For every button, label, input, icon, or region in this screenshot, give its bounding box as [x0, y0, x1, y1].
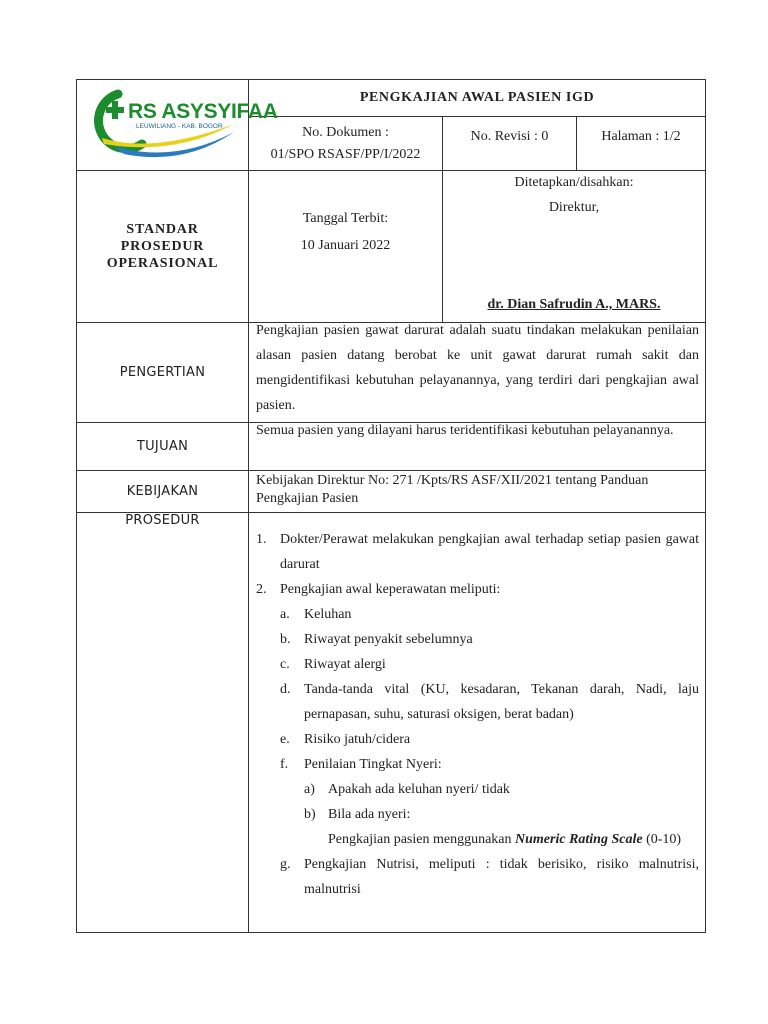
document-number-value: 01/SPO RSASF/PP/I/2022 — [270, 146, 421, 162]
logo-location: LEUWILIANG - KAB. BOGOR — [136, 123, 223, 130]
pengertian-text: Pengkajian pasien gawat darurat adalah suatu tindakan melakukan penilaian alasan pasien datang berobat ke unit gawat darurat rumah sakit dan mengidentifikasi kebutuhan pelayanannya, yang terdiri dari pengkajian awal pasien. — [256, 323, 699, 413]
approval-cell — [443, 170, 705, 220]
director-name-cell — [443, 294, 705, 316]
item-marker: e. — [280, 732, 290, 747]
step-text: Pengkajian awal keperawatan meliputi: — [280, 582, 501, 597]
item-text: Risiko jatuh/cidera — [304, 732, 411, 747]
item-marker: b. — [280, 632, 291, 647]
document-title: PENGKAJIAN AWAL PASIEN IGD — [359, 90, 595, 105]
list-item-pengkajian-nutrisi — [280, 852, 699, 902]
numeric-rating-scale: Numeric Rating Scale — [515, 832, 643, 847]
item-text: Tanda-tanda vital (KU, kesadaran, Tekanan darah, Nadi, laju pernapasan, suhu, saturasi oksigen, berat badan) — [304, 682, 699, 722]
step-marker: 2. — [256, 582, 267, 597]
pain-scale-note — [328, 827, 699, 852]
sop-label-line1: STANDAR — [126, 222, 199, 237]
list-item-penilaian-nyeri — [280, 752, 699, 852]
kebijakan-text: Kebijakan Direktur No: 271 /Kpts/RS ASF/XII/2021 tentang Panduan Pengkajian Pasien — [256, 473, 649, 506]
logo-name: RS ASYSYIFAA — [128, 100, 278, 123]
step-text: Dokter/Perawat melakukan pengkajian awal terhadap setiap pasien gawat darurat — [280, 532, 699, 572]
issue-date-cell — [249, 205, 442, 259]
document-number-label: No. Dokumen : — [302, 124, 389, 140]
step-marker: 1. — [256, 532, 267, 547]
tujuan-text: Semua pasien yang dilayani harus teridentifikasi kebutuhan pelayanannya. — [256, 423, 674, 438]
table-border-bottom — [76, 932, 706, 933]
approval-label: Ditetapkan/disahkan: — [514, 175, 634, 190]
item-marker: a) — [304, 782, 315, 797]
assessment-items — [280, 602, 699, 902]
item-marker: b) — [304, 807, 316, 822]
item-marker: a. — [280, 607, 290, 622]
prosedur-label: PROSEDUR — [125, 513, 200, 528]
item-text: Penilaian Tingkat Nyeri: — [304, 757, 442, 772]
list-item-riwayat-penyakit — [280, 627, 699, 652]
table-border-right — [705, 79, 706, 933]
hospital-logo-icon — [84, 84, 278, 166]
issue-date-value: 10 Januari 2022 — [300, 238, 391, 253]
tujuan-label: TUJUAN — [136, 439, 189, 454]
kebijakan-label: KEBIJAKAN — [126, 484, 199, 499]
item-text: Pengkajian Nutrisi, meliputi : tidak berisiko, risiko malnutrisi, malnutrisi — [304, 857, 699, 897]
sop-label-line2: PROSEDUR — [120, 239, 205, 254]
item-marker: d. — [280, 682, 291, 697]
document-number-cell — [249, 117, 442, 170]
director-name: dr. Dian Safrudin A., MARS. — [487, 297, 661, 312]
item-marker: f. — [280, 757, 289, 772]
list-item-keluhan-nyeri — [304, 777, 699, 802]
issue-date-label: Tanggal Terbit: — [302, 211, 389, 226]
director-title: Direktur, — [548, 200, 600, 215]
page-number: Halaman : 1/2 — [601, 129, 681, 144]
sop-label-cell — [77, 171, 248, 322]
scale-range: (0-10) — [646, 832, 682, 847]
item-marker: g. — [280, 857, 291, 872]
procedure-step-2 — [256, 577, 699, 902]
list-item-keluhan — [280, 602, 699, 627]
note-text: Pengkajian pasien menggunakan — [328, 832, 512, 847]
item-text: Bila ada nyeri: — [328, 807, 411, 822]
prosedur-list — [256, 527, 699, 902]
item-marker: c. — [280, 657, 290, 672]
pengertian-label: PENGERTIAN — [119, 365, 206, 380]
pain-assessment-items — [304, 777, 699, 852]
list-item-risiko-jatuh — [280, 727, 699, 752]
item-text: Keluhan — [304, 607, 352, 622]
list-item-bila-nyeri — [304, 802, 699, 852]
list-item-tanda-vital — [280, 677, 699, 727]
item-text: Riwayat penyakit sebelumnya — [304, 632, 473, 647]
item-text: Riwayat alergi — [304, 657, 386, 672]
hospital-logo — [84, 84, 278, 166]
procedure-step-1 — [256, 527, 699, 577]
revision-number: No. Revisi : 0 — [470, 129, 549, 144]
sop-label-line3: OPERASIONAL — [106, 256, 219, 271]
list-item-riwayat-alergi — [280, 652, 699, 677]
item-text: Apakah ada keluhan nyeri/ tidak — [328, 782, 510, 797]
